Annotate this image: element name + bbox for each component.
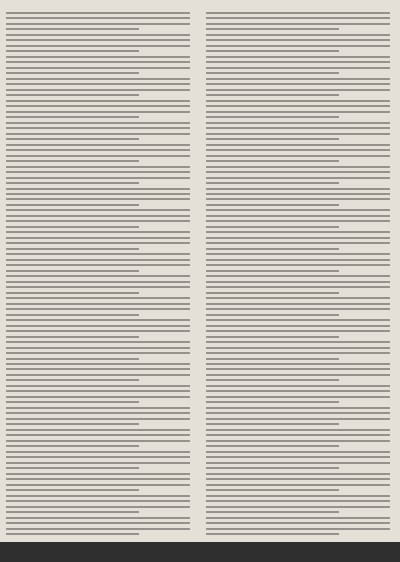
index-entry-line xyxy=(6,506,190,508)
index-entry-line xyxy=(6,155,190,157)
index-entry-line xyxy=(6,423,139,425)
index-entry-line xyxy=(6,12,190,14)
index-entry-line xyxy=(206,39,390,41)
index-entry-line xyxy=(206,220,390,222)
index-entry-line xyxy=(6,182,139,184)
index-entry-line xyxy=(6,489,139,491)
index-entry-line xyxy=(206,363,390,365)
index-entry-line xyxy=(6,336,139,338)
index-entry-line xyxy=(206,347,390,349)
index-entry-line xyxy=(206,467,339,469)
index-entry-line xyxy=(6,100,190,102)
index-entry-line xyxy=(206,275,390,277)
index-entry-line xyxy=(206,319,390,321)
index-entry-line xyxy=(6,341,190,343)
index-entry-line xyxy=(6,204,139,206)
index-entry-line xyxy=(206,17,390,19)
index-entry-line xyxy=(206,149,390,151)
index-entry-line xyxy=(206,352,390,354)
index-entry-line xyxy=(6,368,190,370)
index-entry-line xyxy=(206,133,390,135)
index-entry-line xyxy=(206,473,390,475)
index-entry-line xyxy=(206,341,390,343)
index-entry-line xyxy=(206,28,339,30)
index-entry-line xyxy=(206,495,390,497)
index-entry-line xyxy=(206,12,390,14)
index-entry-line xyxy=(6,111,190,113)
index-entry-line xyxy=(206,78,390,80)
index-entry-line xyxy=(6,226,139,228)
index-entry-line xyxy=(206,111,390,113)
index-entry-line xyxy=(6,198,190,200)
index-entry-line xyxy=(6,275,190,277)
index-entry-line xyxy=(6,401,139,403)
index-entry-line xyxy=(206,330,390,332)
index-entry-line xyxy=(6,209,190,211)
index-entry-line xyxy=(6,17,190,19)
index-entry-line xyxy=(6,396,190,398)
index-entry-line xyxy=(206,56,390,58)
index-entry-line xyxy=(6,56,190,58)
index-entry-line xyxy=(6,500,190,502)
index-entry-line xyxy=(6,89,190,91)
index-entry-line xyxy=(206,325,390,327)
index-entry-line xyxy=(206,358,339,360)
viewer-footer xyxy=(0,542,400,562)
index-entry-line xyxy=(206,166,390,168)
index-entry-line xyxy=(206,215,390,217)
index-entry-line xyxy=(206,401,339,403)
index-entry-line xyxy=(206,484,390,486)
index-entry-line xyxy=(6,358,139,360)
index-entry-line xyxy=(6,83,190,85)
index-entry-line xyxy=(206,434,390,436)
index-entry-line xyxy=(6,116,139,118)
index-entry-line xyxy=(206,336,339,338)
index-entry-line xyxy=(206,193,390,195)
index-entry-line xyxy=(206,204,339,206)
index-entry-line xyxy=(206,396,390,398)
index-entry-line xyxy=(6,23,190,25)
index-entry-line xyxy=(206,423,339,425)
index-entry-line xyxy=(206,385,390,387)
index-entry-line xyxy=(206,517,390,519)
index-entry-line xyxy=(6,177,190,179)
index-entry-line xyxy=(206,303,390,305)
index-entry-line xyxy=(6,242,190,244)
index-entry-line xyxy=(6,144,190,146)
index-entry-line xyxy=(6,286,190,288)
index-entry-line xyxy=(6,61,190,63)
index-entry-line xyxy=(6,215,190,217)
index-entry-line xyxy=(6,297,190,299)
index-entry-line xyxy=(6,390,190,392)
index-entry-line xyxy=(6,149,190,151)
index-entry-line xyxy=(206,89,390,91)
index-entry-line xyxy=(6,456,190,458)
index-entry-line xyxy=(206,100,390,102)
index-entry-line xyxy=(206,155,390,157)
index-entry-line xyxy=(6,528,190,530)
index-entry-line xyxy=(206,314,339,316)
index-entry-line xyxy=(206,270,339,272)
index-entry-line xyxy=(206,50,339,52)
index-entry-line xyxy=(6,484,190,486)
index-entry-line xyxy=(206,72,339,74)
index-entry-line xyxy=(206,248,339,250)
index-entry-line xyxy=(6,78,190,80)
index-column-right xyxy=(206,12,396,536)
index-entry-line xyxy=(206,390,390,392)
index-entry-line xyxy=(206,237,390,239)
index-entry-line xyxy=(206,374,390,376)
index-entry-line xyxy=(6,270,139,272)
index-entry-line xyxy=(6,451,190,453)
index-entry-line xyxy=(6,133,190,135)
index-entry-line xyxy=(206,45,390,47)
index-entry-line xyxy=(206,528,390,530)
index-entry-line xyxy=(6,379,139,381)
index-column-left xyxy=(6,12,196,536)
index-entry-line xyxy=(6,160,139,162)
index-entry-line xyxy=(6,50,139,52)
index-entry-line xyxy=(206,94,339,96)
index-entry-line xyxy=(6,94,139,96)
index-entry-line xyxy=(6,166,190,168)
index-entry-line xyxy=(6,325,190,327)
index-entry-line xyxy=(6,264,190,266)
index-entry-line xyxy=(206,182,339,184)
index-entry-line xyxy=(6,473,190,475)
index-entry-line xyxy=(6,412,190,414)
index-entry-line xyxy=(6,511,139,513)
index-entry-line xyxy=(6,127,190,129)
index-entry-line xyxy=(206,440,390,442)
index-entry-line xyxy=(6,308,190,310)
index-entry-line xyxy=(206,297,390,299)
index-entry-line xyxy=(206,429,390,431)
index-entry-line xyxy=(6,188,190,190)
index-entry-line xyxy=(6,440,190,442)
index-entry-line xyxy=(6,105,190,107)
index-entry-line xyxy=(6,237,190,239)
index-entry-line xyxy=(206,418,390,420)
index-entry-line xyxy=(206,259,390,261)
index-entry-line xyxy=(6,171,190,173)
index-entry-line xyxy=(206,264,390,266)
index-entry-line xyxy=(6,478,190,480)
index-entry-line xyxy=(206,226,339,228)
index-entry-line xyxy=(6,122,190,124)
index-entry-line xyxy=(6,522,190,524)
index-entry-line xyxy=(6,418,190,420)
index-entry-line xyxy=(206,379,339,381)
index-entry-line xyxy=(6,385,190,387)
index-entry-line xyxy=(206,242,390,244)
index-entry-line xyxy=(206,506,390,508)
index-entry-line xyxy=(206,489,339,491)
index-entry-line xyxy=(206,160,339,162)
index-entry-line xyxy=(206,456,390,458)
index-entry-line xyxy=(6,374,190,376)
index-entry-line xyxy=(6,259,190,261)
index-entry-line xyxy=(206,138,339,140)
library-logo[interactable] xyxy=(4,543,74,561)
index-entry-line xyxy=(6,303,190,305)
index-entry-line xyxy=(6,495,190,497)
index-entry-line xyxy=(206,127,390,129)
index-entry-line xyxy=(206,144,390,146)
index-entry-line xyxy=(206,171,390,173)
index-entry-line xyxy=(206,209,390,211)
index-entry-line xyxy=(6,28,139,30)
index-entry-line xyxy=(206,253,390,255)
index-entry-line xyxy=(206,478,390,480)
index-entry-line xyxy=(206,177,390,179)
index-entry-line xyxy=(6,34,190,36)
index-entry-line xyxy=(6,220,190,222)
index-entry-line xyxy=(6,314,139,316)
index-entry-line xyxy=(206,231,390,233)
index-entry-line xyxy=(206,292,339,294)
index-entry-line xyxy=(206,122,390,124)
index-entry-line xyxy=(206,198,390,200)
index-entry-line xyxy=(6,248,139,250)
index-entry-line xyxy=(6,352,190,354)
index-entry-line xyxy=(206,61,390,63)
index-entry-line xyxy=(6,253,190,255)
index-entry-line xyxy=(6,434,190,436)
index-entry-line xyxy=(206,445,339,447)
index-entry-line xyxy=(206,451,390,453)
index-entry-line xyxy=(6,363,190,365)
index-entry-line xyxy=(6,467,139,469)
index-entry-line xyxy=(6,429,190,431)
index-entry-line xyxy=(6,445,139,447)
index-entry-line xyxy=(6,45,190,47)
index-entry-line xyxy=(6,138,139,140)
index-entry-line xyxy=(6,533,139,535)
index-entry-line xyxy=(206,286,390,288)
index-entry-line xyxy=(6,39,190,41)
index-entry-line xyxy=(206,412,390,414)
index-entry-line xyxy=(206,23,390,25)
index-entry-line xyxy=(6,193,190,195)
index-entry-line xyxy=(6,330,190,332)
index-entry-line xyxy=(6,319,190,321)
index-entry-line xyxy=(206,533,339,535)
index-entry-line xyxy=(206,67,390,69)
index-entry-line xyxy=(206,188,390,190)
index-entry-line xyxy=(206,281,390,283)
index-entry-line xyxy=(206,500,390,502)
index-entry-line xyxy=(6,72,139,74)
index-entry-line xyxy=(206,368,390,370)
index-entry-line xyxy=(206,105,390,107)
index-entry-line xyxy=(6,231,190,233)
index-entry-line xyxy=(6,462,190,464)
index-entry-line xyxy=(206,83,390,85)
index-entry-line xyxy=(6,292,139,294)
index-entry-line xyxy=(206,116,339,118)
index-entry-line xyxy=(6,347,190,349)
index-entry-line xyxy=(206,511,339,513)
index-entry-line xyxy=(6,67,190,69)
index-entry-line xyxy=(6,407,190,409)
index-entry-line xyxy=(6,281,190,283)
index-entry-line xyxy=(6,517,190,519)
index-entry-line xyxy=(206,407,390,409)
index-entry-line xyxy=(206,522,390,524)
index-entry-line xyxy=(206,34,390,36)
index-entry-line xyxy=(206,462,390,464)
index-entry-line xyxy=(206,308,390,310)
